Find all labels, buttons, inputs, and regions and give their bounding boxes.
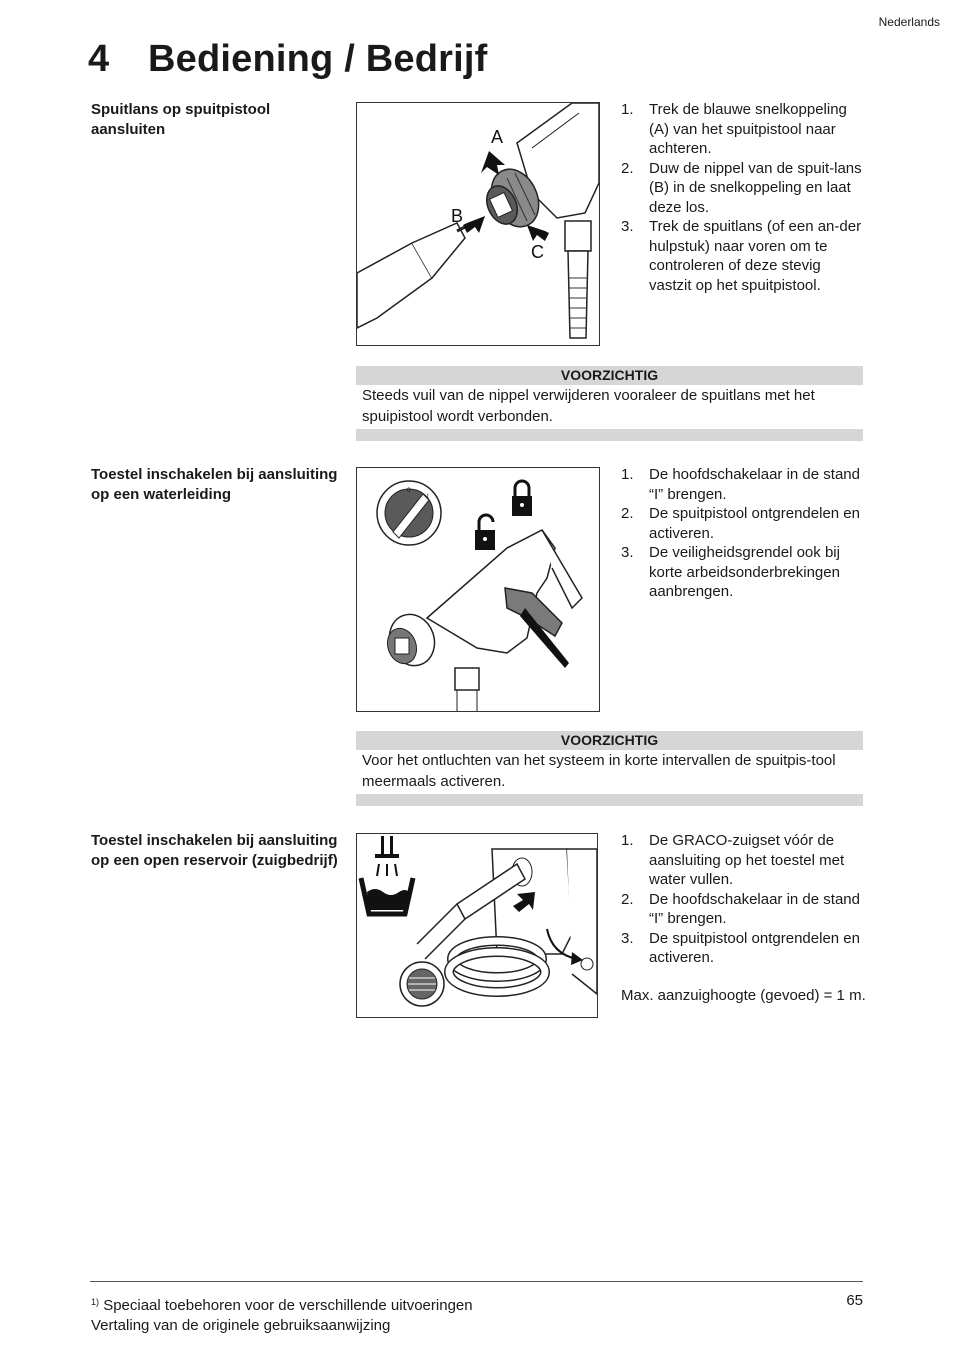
translation-note: Vertaling van de originele gebruiksaanwijzing [91,1317,391,1334]
list-item: 1. De GRACO-zuigset vóór de aansluiting op het toestel met water vullen. [621,832,845,888]
section-title-switch-on-water-line: Toestel inschakelen bij aansluiting op een waterleiding [91,466,338,503]
caution-heading: VOORZICHTIG [356,366,863,385]
label-a: A [491,127,504,147]
figure-switch-on-gun [356,467,600,712]
main-switch-dial [377,481,441,545]
lock-open-icon [475,515,495,550]
chapter-heading [88,38,488,81]
language-label: Nederlands [878,15,940,29]
chapter-title: Bediening / Bedrijf [148,38,488,80]
switch-label-off: 0 [407,488,411,494]
caution-box-1 [356,366,863,441]
section-title-suction-mode: Toestel inschakelen bij aansluiting op een open reservoir (zuigbedrijf) [91,832,338,869]
caution-heading: VOORZICHTIG [356,731,863,750]
footnote [91,1292,473,1336]
switch-label-on: I [427,494,429,500]
footnote-text: Speciaal toebehoren voor de verschillende uitvoeringen [103,1297,473,1314]
page-number: 65 [846,1292,863,1309]
list-item: 3. De veiligheidsgrendel ook bij korte arbeidsonderbrekingen aanbrengen. [621,544,840,600]
chapter-number: 4 [88,38,110,80]
list-item: 2. De spuitpistool ontgrendelen en activeren. [621,505,860,542]
caution-text: Voor het ontluchten van het systeem in korte intervallen de spuitpis-tool meermaals activeren. [362,752,836,790]
steps-connect-lance [621,100,866,295]
footer-divider [90,1281,863,1282]
list-item: 1. De hoofdschakelaar in de stand “I” brengen. [621,466,860,503]
list-item: 1. Trek de blauwe snelkoppeling (A) van het spuitpistool naar achteren. [621,101,847,157]
label-b: B [451,206,464,226]
caution-box-2 [356,731,863,806]
water-container-icon [361,836,413,914]
list-item: 2. De hoofdschakelaar in de stand “I” brengen. [621,890,860,927]
label-c: C [531,242,544,262]
list-item: 3. De spuitpistool ontgrendelen en activeren. [621,929,860,966]
caution-text: Steeds vuil van de nippel verwijderen vooraleer de spuitlans met het spuipistool wordt verbonden. [362,387,815,425]
steps-suction-mode [621,831,866,968]
figure-connect-lance [356,102,600,346]
steps-switch-on-water-line [621,465,866,602]
list-item: 2. Duw de nippel van de spuit-lans (B) in de snelkoppeling en laat deze los. [621,159,862,216]
footnote-mark: 1) [91,1297,100,1307]
caution-footer-bar [356,794,863,806]
lock-closed-icon [512,481,532,516]
figure-suction-set [356,833,598,1018]
caution-footer-bar [356,429,863,441]
suction-height-note: Max. aanzuighoogte (gevoed) = 1 m. [621,987,866,1004]
list-item: 3. Trek de spuitlans (of een an-der hulpstuk) naar voren om te controleren of deze stevig vastzit op het spuitpistool. [621,218,862,294]
section-title-connect-lance: Spuitlans op spuitpistool aansluiten [91,101,271,138]
